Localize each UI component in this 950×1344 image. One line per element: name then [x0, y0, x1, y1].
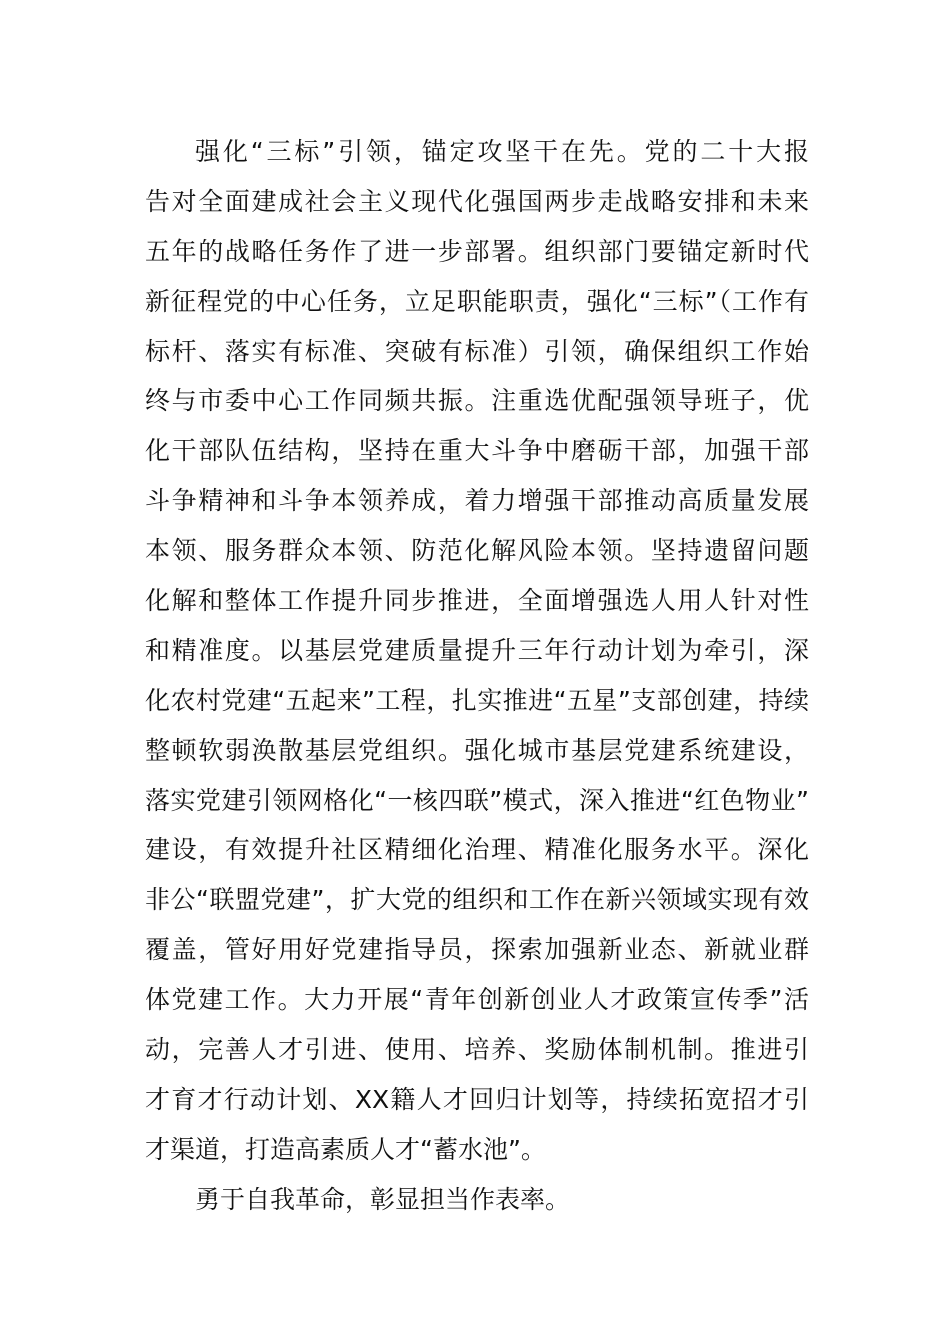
paragraph-line: 五年的战略任务作了进一步部署。组织部门要锚定新时代: [145, 236, 809, 266]
paragraph-line: 整顿软弱涣散基层党组织。强化城市基层党建系统建设，: [145, 735, 809, 765]
paragraph-2: [145, 1175, 809, 1225]
paragraph-line: 标杆、落实有标准、突破有标准）引领，确保组织工作始: [145, 336, 809, 366]
paragraph-1: [145, 127, 809, 1175]
paragraph-line: 动，完善人才引进、使用、培养、奖励体制机制。推进引: [145, 1035, 809, 1065]
paragraph-line: 化干部队伍结构，坚持在重大斗争中磨砺干部，加强干部: [145, 436, 809, 466]
document-body: [145, 127, 809, 1225]
paragraph-line: 和精准度。以基层党建质量提升三年行动计划为牵引，深: [145, 635, 809, 665]
paragraph-line: 才渠道，打造高素质人才“蓄水池”。: [145, 1134, 546, 1164]
paragraph-line: 斗争精神和斗争本领养成，着力增强干部推动高质量发展: [145, 486, 809, 516]
paragraph-line: 终与市委中心工作同频共振。注重选优配强领导班子，优: [145, 386, 809, 416]
paragraph-line: 建设，有效提升社区精细化治理、精准化服务水平。深化: [145, 835, 809, 865]
paragraph-line: 告对全面建成社会主义现代化强国两步走战略安排和未来: [145, 186, 809, 216]
paragraph-line: 化农村党建“五起来”工程，扎实推进“五星”支部创建，持续: [145, 685, 809, 715]
paragraph-line: 勇于自我革命，彰显担当作表率。: [195, 1184, 571, 1214]
paragraph-line: 化解和整体工作提升同步推进，全面增强选人用人针对性: [145, 586, 809, 616]
paragraph-line: 强化“三标”引领，锚定攻坚干在先。党的二十大报: [195, 137, 809, 166]
paragraph-line: 非公“联盟党建”，扩大党的组织和工作在新兴领域实现有效: [145, 885, 809, 915]
paragraph-line: 本领、服务群众本领、防范化解风险本领。坚持遗留问题: [145, 536, 809, 566]
paragraph-line: 新征程党的中心任务，立足职能职责，强化“三标”（工作有: [145, 286, 809, 316]
paragraph-line: 才育才行动计划、XX籍人才回归计划等，持续拓宽招才引: [145, 1084, 809, 1114]
paragraph-line: 覆盖，管好用好党建指导员，探索加强新业态、新就业群: [145, 935, 809, 965]
paragraph-line: 体党建工作。大力开展“青年创新创业人才政策宣传季”活: [145, 985, 809, 1015]
paragraph-line: 落实党建引领网格化“一核四联”模式，深入推进“红色物业”: [145, 785, 809, 815]
